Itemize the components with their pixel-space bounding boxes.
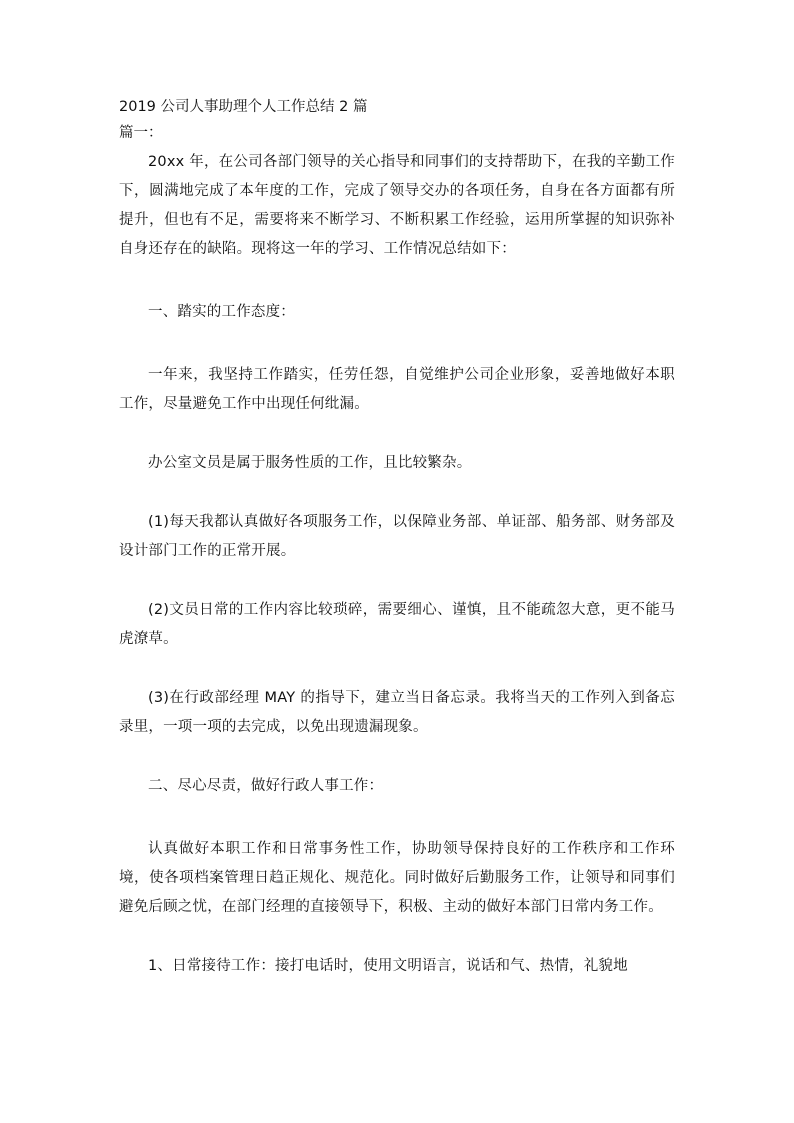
heading-section-2: 二、尽心尽责，做好行政人事工作： <box>148 778 384 794</box>
paragraph-reception: 1、日常接待工作：接打电话时，使用文明语言，说话和气、热情，礼貌地 <box>148 958 628 974</box>
heading-section-1: 一、踏实的工作态度： <box>148 304 295 320</box>
paragraph-admin-duties: 认真做好本职工作和日常事务性工作，协助领导保持良好的工作秩序和工作环境，使各项档案管理日趋正规化、规范化。同时做好后勤服务工作，让领导和同事们避免后顾之忧，在部门经理的直接领导下，积极、主动的做好本部门日常内务工作。 <box>119 841 675 915</box>
paragraph-work-attitude: 一年来，我坚持工作踏实，任劳任怨，自觉维护公司企业形象，妥善地做好本职工作，尽量避免工作中出现任何纰漏。 <box>119 367 675 412</box>
paragraph-intro: 20xx 年，在公司各部门领导的关心指导和同事们的支持帮助下，在我的辛勤工作下，圆满地完成了本年度的工作，完成了领导交办的各项任务，自身在各方面都有所提升，但也有不足，需要将来不断学习、不断积累工作经验，运用所掌握的知识弥补自身还存在的缺陷。现将这一年的学习、工作情况总结如下： <box>119 154 675 257</box>
document-body <box>119 94 675 981</box>
paragraph-clerk-role: 办公室文员是属于服务性质的工作，且比较繁杂。 <box>148 455 472 471</box>
part-label: 篇一： <box>119 125 163 141</box>
document-title: 2019 公司人事助理个人工作总结 2 篇 <box>119 99 368 115</box>
paragraph-item-3: (3)在行政部经理 MAY 的指导下，建立当日备忘录。我将当天的工作列入到备忘录里，一项一项的去完成，以免出现遗漏现象。 <box>119 690 675 735</box>
paragraph-item-1: (1)每天我都认真做好各项服务工作，以保障业务部、单证部、船务部、财务部及设计部门工作的正常开展。 <box>119 514 675 559</box>
paragraph-item-2: (2)文员日常的工作内容比较琐碎，需要细心、谨慎，且不能疏忽大意，更不能马虎潦草。 <box>119 602 675 647</box>
